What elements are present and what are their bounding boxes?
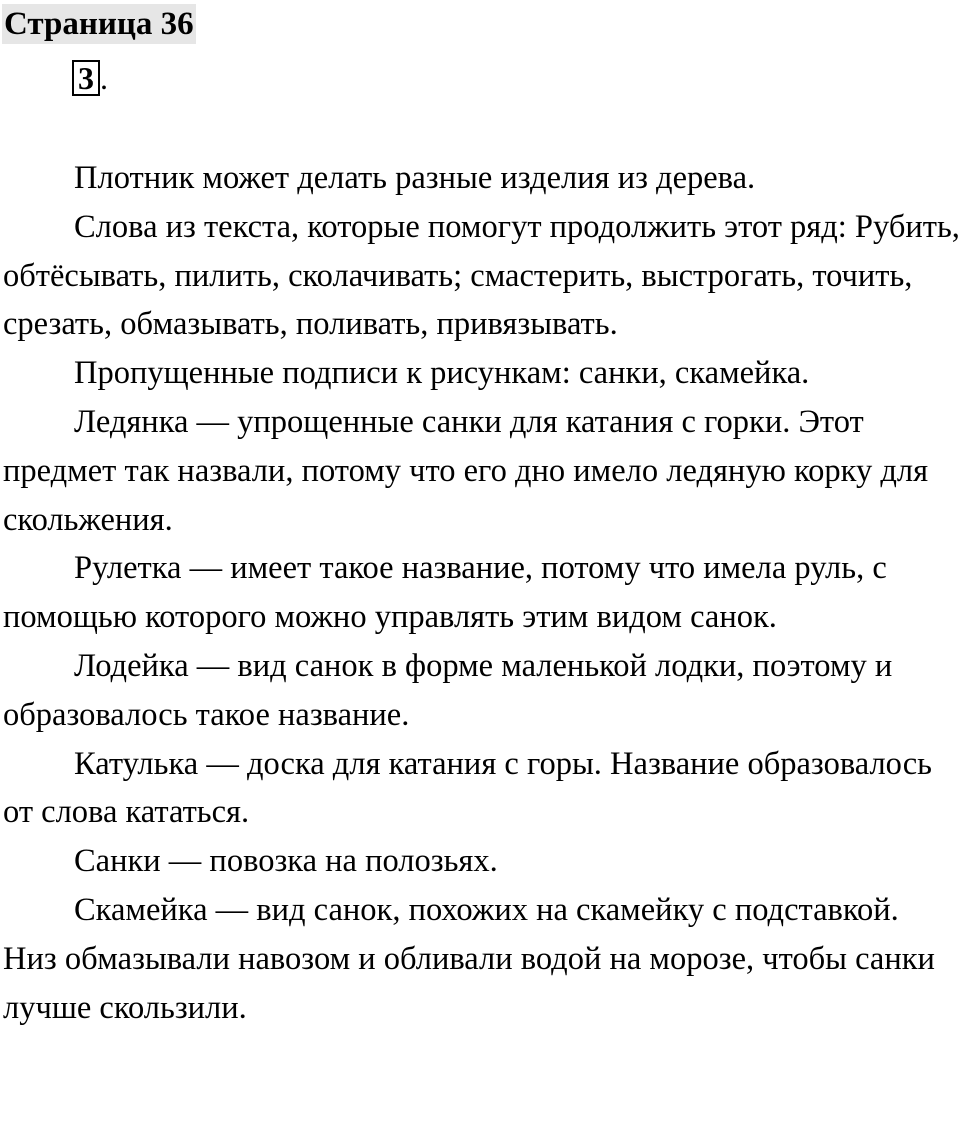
task-number-dot: .: [100, 60, 108, 96]
paragraph-sanki: Санки — повозка на полозьях.: [74, 843, 498, 880]
task-number-box: 3: [72, 60, 100, 96]
paragraph-ledyanka: Ледянка — упрощенные санки для катания с горки. Этот предмет так назвали, потому что его дно имело ледяную корку для скольжения.: [3, 403, 929, 538]
answer-text: [3, 154, 960, 1032]
paragraph-missing-captions: Пропущенные подписи к рисункам: санки, скамейка.: [74, 355, 810, 392]
task-number: [72, 60, 108, 96]
paragraph-katulka: Катулька — доска для катания с горы. Название образовалось от слова кататься.: [3, 745, 932, 831]
paragraph-words-from-text: Слова из текста, которые помогут продолжить этот ряд: Рубить, обтёсывать, пилить, сколачивать; смастерить, выстрогать, точить, срезать, обмазывать, поливать, привязывать.: [3, 208, 960, 343]
paragraph-skameyka: Скамейка — вид санок, похожих на скамейку с подставкой. Низ обмазывали навозом и обливали водой на морозе, чтобы санки лучше скользили.: [3, 891, 935, 1026]
paragraph-lodeyka: Лодейка — вид санок в форме маленькой лодки, поэтому и образовалось такое название.: [3, 647, 893, 733]
paragraph-ruletka: Рулетка — имеет такое название, потому что имела руль, с помощью которого можно управлять этим видом санок.: [3, 550, 887, 636]
page-title: Страница 36: [4, 6, 194, 42]
paragraph-carpenter: Плотник может делать разные изделия из дерева.: [74, 160, 756, 196]
